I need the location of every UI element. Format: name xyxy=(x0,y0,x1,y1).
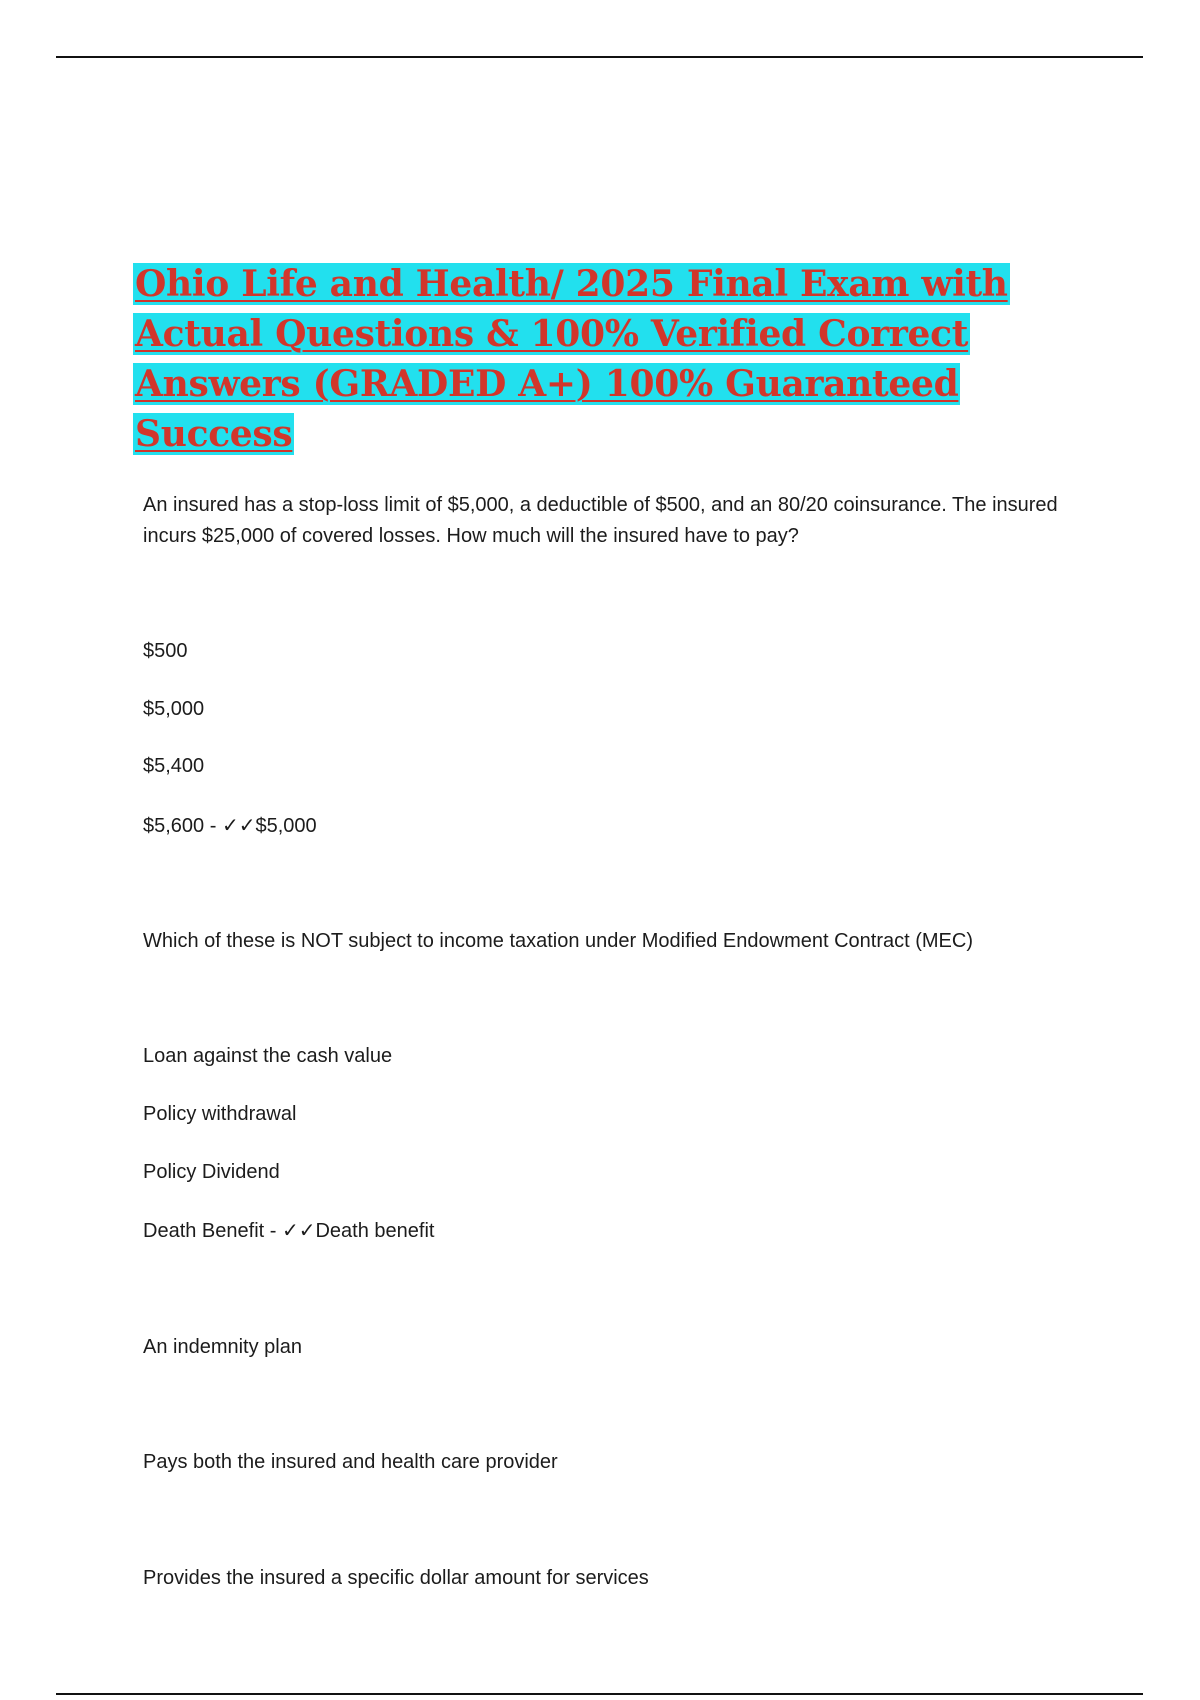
question-2-prompt: Which of these is NOT subject to income taxation under Modified Endowment Contract (MEC) xyxy=(143,930,973,952)
question-3-option-2: Provides the insured a specific dollar amount for services xyxy=(143,1567,649,1589)
top-rule xyxy=(56,56,1143,58)
document-title xyxy=(133,259,1013,459)
question-1-option-4-answer: $5,600 - ✓✓$5,000 xyxy=(143,815,317,837)
question-1-option-3: $5,400 xyxy=(143,755,205,777)
question-1-prompt: An insured has a stop-loss limit of $5,000, a deductible of $500, and an 80/20 coinsurance. The insured incurs $25,000 of covered losses. How much will the insured have to pay? xyxy=(143,494,1058,547)
question-2-option-3: Policy Dividend xyxy=(143,1161,280,1183)
question-2-option-4-answer: Death Benefit - ✓✓Death benefit xyxy=(143,1220,435,1242)
question-1-option-1: $500 xyxy=(143,640,188,662)
title-line-1: Ohio Life and Health/ 2025 Final Exam with xyxy=(135,263,1008,305)
question-3-prompt: An indemnity plan xyxy=(143,1336,302,1358)
title-line-2: Actual Questions & 100% Verified Correct xyxy=(135,313,969,355)
bottom-rule xyxy=(56,1693,1143,1695)
title-line-3: Answers (GRADED A+) 100% Guaranteed xyxy=(135,363,959,405)
question-3-option-1: Pays both the insured and health care provider xyxy=(143,1451,558,1473)
question-2-option-1: Loan against the cash value xyxy=(143,1045,393,1067)
title-line-4: Success xyxy=(135,413,293,455)
question-1-option-2: $5,000 xyxy=(143,698,205,720)
question-2-option-2: Policy withdrawal xyxy=(143,1103,297,1125)
